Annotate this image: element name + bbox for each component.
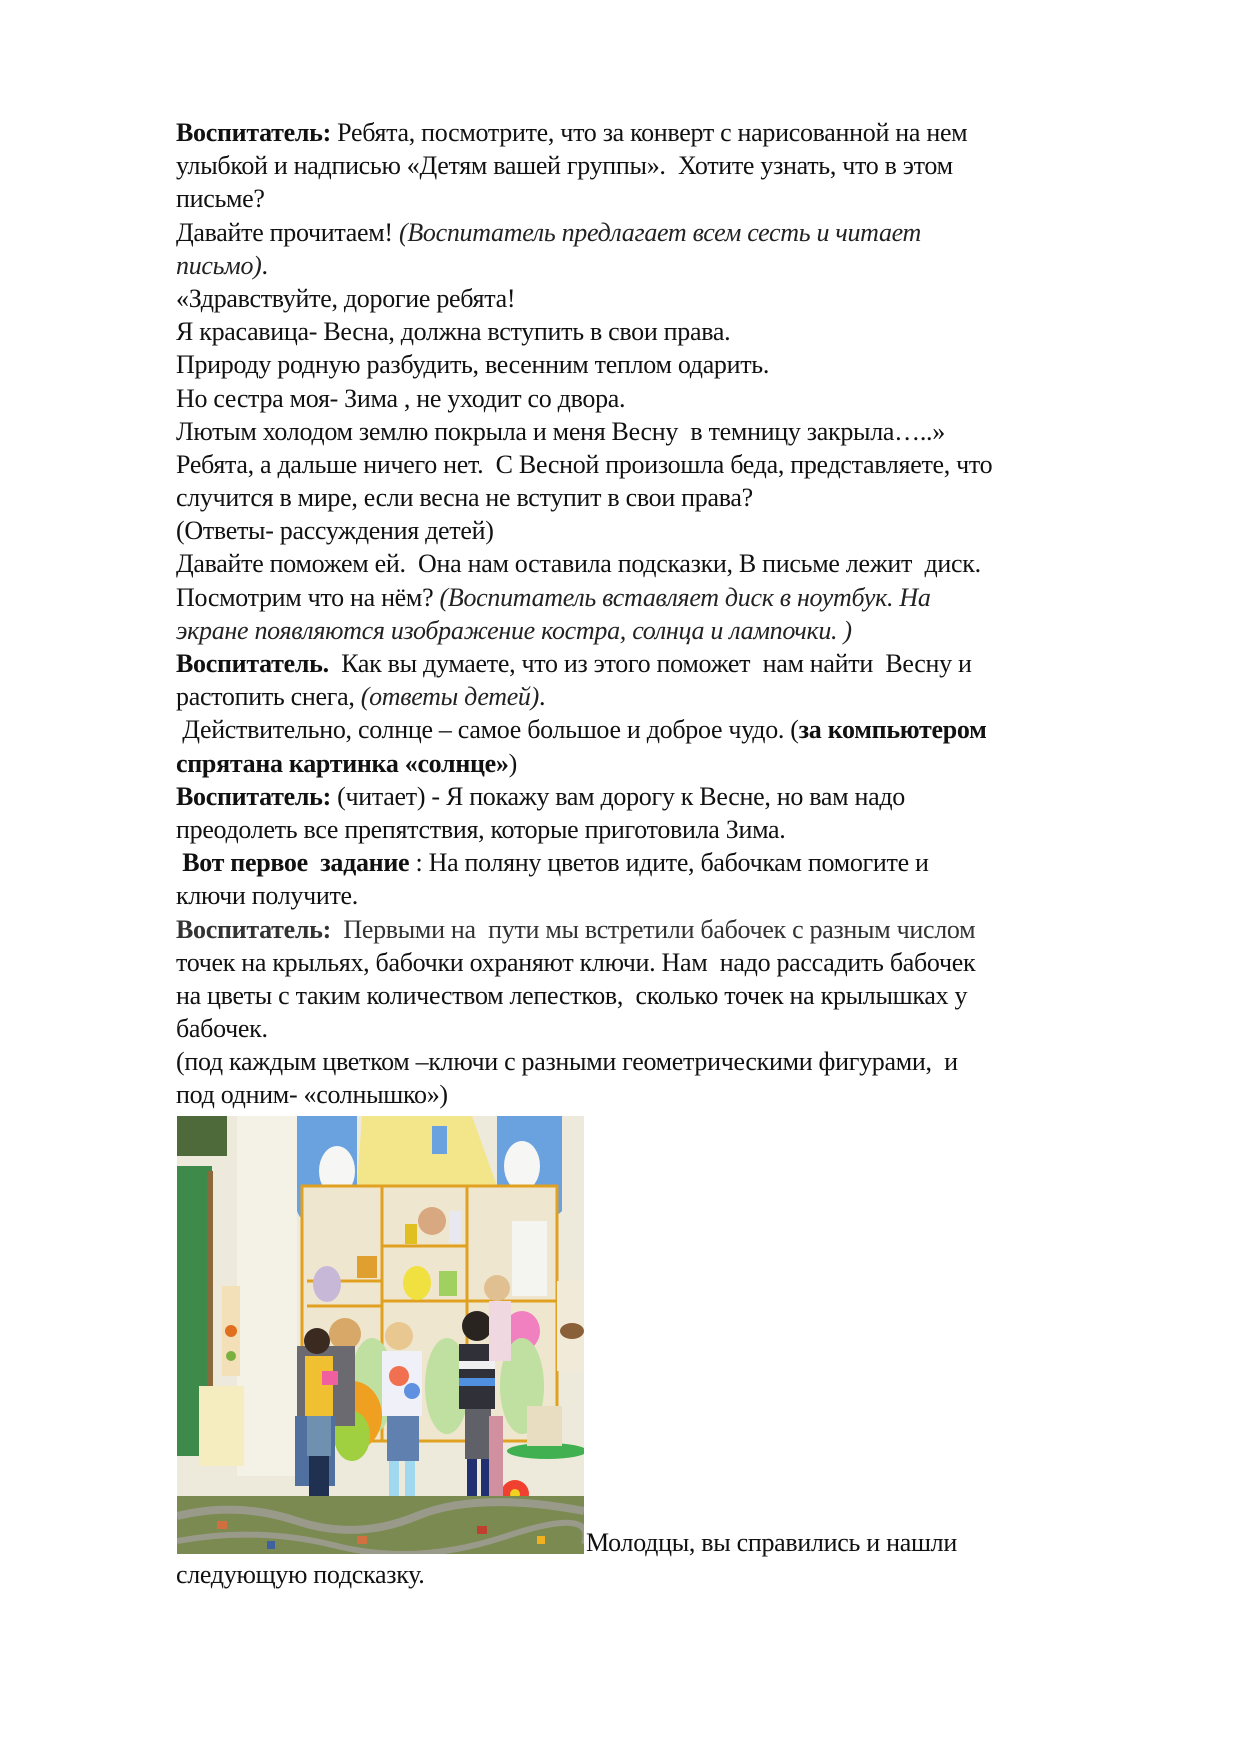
speaker-label: Воспитатель: (176, 118, 331, 147)
paragraph-line: случится в мире, если весна не вступит в свои права? (176, 483, 753, 513)
paragraph-line: Воспитатель: Первыми на пути мы встретили бабочек с разным числом (176, 914, 976, 944)
paragraph-line: Воспитатель: Ребята, посмотрите, что за конверт с нарисованной на нем (176, 118, 968, 147)
paragraph-line: спрятана картинка «солнце») (176, 748, 517, 778)
letter-line: Природу родную разбудить, весенним теплом одарить. (176, 350, 770, 380)
paragraph-line: Давайте поможем ей. Она нам оставила подсказки, В письме лежит диск. (176, 549, 981, 579)
paragraph-line: бабочек. (176, 1014, 268, 1044)
bold-note: за компьютером (798, 715, 987, 745)
stage-direction: (Воспитатель предлагает всем сесть и читает (398, 217, 922, 247)
task-label: Вот первое задание (182, 848, 410, 878)
paragraph-line: письме? (176, 184, 265, 214)
paragraph-line: Воспитатель. Как вы думаете, что из этого поможет нам найти Весну и (176, 649, 972, 678)
paragraph-line: письмо). (176, 250, 268, 280)
speaker-label: Воспитатель. (176, 649, 329, 678)
paragraph-line: Воспитатель: (читает) - Я покажу вам дорогу к Весне, но вам надо (176, 781, 905, 811)
paragraph-line: (под каждым цветком –ключи с разными геометрическими фигурами, и (176, 1047, 958, 1077)
paragraph-line: Действительно, солнце – самое большое и доброе чудо. (за компьютером (176, 715, 987, 745)
speaker-label: Воспитатель: (176, 781, 331, 811)
letter-line: «Здравствуйте, дорогие ребята! (176, 283, 516, 313)
stage-direction: письмо) (176, 250, 262, 280)
paragraph-line: Вот первое задание : На поляну цветов идите, бабочкам помогите и (182, 848, 929, 878)
stage-direction: (Воспитатель вставляет диск в ноутбук. На (439, 582, 931, 612)
paragraph-line: ключи получите. (176, 881, 358, 911)
paragraph-line: растопить снега, (ответы детей). (176, 682, 546, 712)
letter-line: Но сестра моя- Зима , не уходит со двора. (176, 383, 626, 413)
paragraph-line: (Ответы- рассуждения детей) (176, 516, 494, 546)
letter-line: Лютым холодом землю покрыла и меня Весну в темницу закрыла…..» (176, 416, 945, 446)
paragraph-line: на цветы с таким количеством лепестков, сколько точек на крылышках у (176, 980, 968, 1010)
photo-image (177, 1116, 584, 1554)
photo-row (176, 1116, 1136, 1556)
paragraph-line: Давайте прочитаем! (Воспитатель предлагает всем сесть и читает (176, 217, 922, 247)
paragraph-line: улыбкой и надписью «Детям вашей группы». Хотите узнать, что в этом (176, 151, 953, 181)
paragraph-line: следующую подсказку. (176, 1559, 425, 1589)
photo-caption: Молодцы, вы справились и нашли (586, 1528, 957, 1558)
paragraph-line (176, 614, 1136, 647)
stage-direction: экране появляются изображение костра, солнца и лампочки. ) (176, 615, 852, 645)
paragraph-line: под одним- «солнышко») (176, 1080, 448, 1110)
bold-note: спрятана картинка «солнце» (176, 748, 509, 778)
paragraph-line: Посмотрим что на нём? (Воспитатель вставляет диск в ноутбук. На (176, 582, 931, 612)
paragraph-line: преодолеть все препятствия, которые приготовила Зима. (176, 814, 786, 844)
speaker-label: Воспитатель: (176, 914, 331, 944)
paragraph-line: Ребята, а дальше ничего нет. С Весной произошла беда, представляете, что (176, 449, 993, 479)
stage-direction: (ответы детей) (360, 682, 539, 712)
paragraph-line: точек на крыльях, бабочки охраняют ключи. Нам надо рассадить бабочек (176, 947, 976, 977)
document-page (176, 116, 1136, 1591)
letter-line: Я красавица- Весна, должна вступить в свои права. (176, 317, 731, 347)
classroom-photo (177, 1116, 584, 1554)
